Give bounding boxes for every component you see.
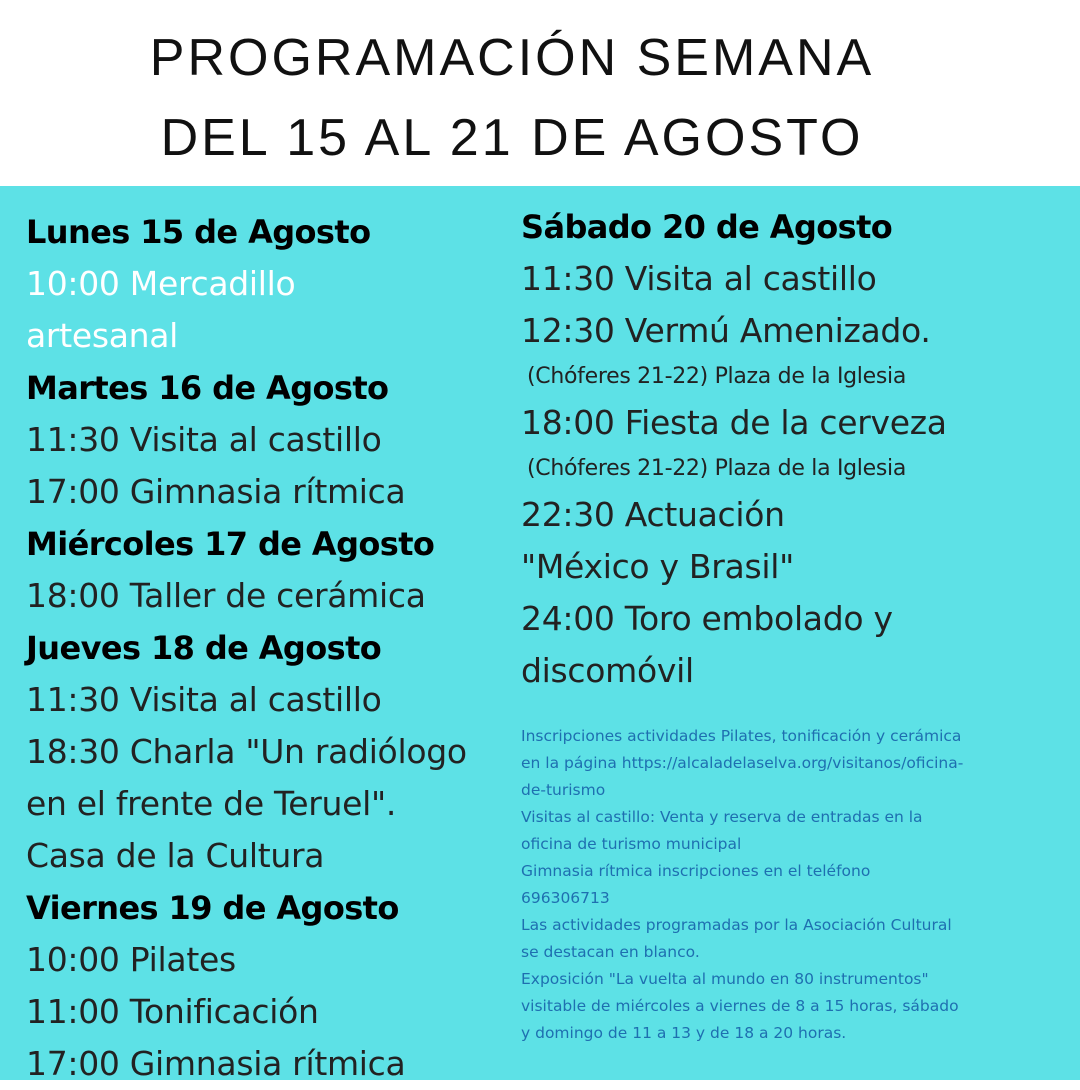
note-line: Visitas al castillo: Venta y reserva de entradas en la	[521, 808, 923, 826]
note-line: de-turismo	[521, 781, 606, 799]
event-line: 11:00 Tonificación	[26, 992, 319, 1031]
day-heading-lunes: Lunes 15 de Agosto	[26, 213, 371, 251]
event-line: 17:00 Gimnasia rítmica	[26, 1044, 406, 1083]
event-line: 11:30 Visita al castillo	[26, 420, 382, 459]
event-location: (Chóferes 21-22) Plaza de la Iglesia	[527, 456, 907, 481]
left-column	[26, 206, 496, 1090]
note-line: en la página https://alcaladelaselva.org/visitanos/oficina-	[521, 754, 964, 772]
note-line: y domingo de 11 a 13 y de 18 a 20 horas.	[521, 1024, 847, 1042]
day-heading-miercoles: Miércoles 17 de Agosto	[26, 525, 435, 563]
note-line: Inscripciones actividades Pilates, tonificación y cerámica	[521, 727, 962, 745]
event-line: 22:30 Actuación	[521, 495, 785, 534]
event-line: 12:30 Vermú Amenizado.	[521, 311, 931, 350]
event-line: 10:00 Pilates	[26, 940, 236, 979]
event-line: 11:30 Visita al castillo	[26, 680, 382, 719]
note-line: 696306713	[521, 889, 610, 907]
day-heading-jueves: Jueves 18 de Agosto	[26, 629, 382, 667]
info-notes	[521, 723, 1021, 1047]
day-heading-viernes: Viernes 19 de Agosto	[26, 889, 399, 927]
event-line: discomóvil	[521, 651, 694, 690]
event-line: Casa de la Cultura	[26, 836, 325, 875]
event-line: 24:00 Toro embolado y	[521, 599, 893, 638]
event-line: en el frente de Teruel".	[26, 784, 397, 823]
note-line: oficina de turismo municipal	[521, 835, 742, 853]
event-line: 18:30 Charla "Un radiólogo	[26, 732, 467, 771]
page-title-line-1: PROGRAMACIÓN SEMANA	[149, 29, 875, 87]
event-line: 10:00 Mercadillo	[26, 264, 296, 303]
events-miercoles	[26, 570, 496, 622]
right-column	[521, 201, 1051, 1047]
note-line: visitable de miércoles a viernes de 8 a 15 horas, sábado	[521, 997, 959, 1015]
event-line: 11:30 Visita al castillo	[521, 259, 877, 298]
event-line: 17:00 Gimnasia rítmica	[26, 472, 406, 511]
event-line: 18:00 Taller de cerámica	[26, 576, 426, 615]
note-line: Gimnasia rítmica inscripciones en el teléfono	[521, 862, 871, 880]
note-line: Exposición "La vuelta al mundo en 80 instrumentos"	[521, 970, 929, 988]
event-line: 18:00 Fiesta de la cerveza	[521, 403, 947, 442]
day-heading-martes: Martes 16 de Agosto	[26, 369, 389, 407]
schedule-panel	[0, 186, 1080, 1083]
note-line: Las actividades programadas por la Asociación Cultural	[521, 916, 952, 934]
event-line: artesanal	[26, 316, 179, 355]
note-line: se destacan en blanco.	[521, 943, 700, 961]
events-jueves	[26, 674, 496, 882]
header	[0, 0, 1080, 186]
page-title-line-2: DEL 15 AL 21 DE AGOSTO	[160, 109, 864, 167]
events-martes	[26, 414, 496, 518]
event-location: (Chóferes 21-22) Plaza de la Iglesia	[527, 364, 907, 389]
day-heading-sabado: Sábado 20 de Agosto	[521, 208, 893, 246]
events-lunes	[26, 258, 496, 362]
events-viernes	[26, 934, 496, 1090]
event-line: "México y Brasil"	[521, 547, 794, 586]
events-sabado	[521, 253, 1051, 697]
